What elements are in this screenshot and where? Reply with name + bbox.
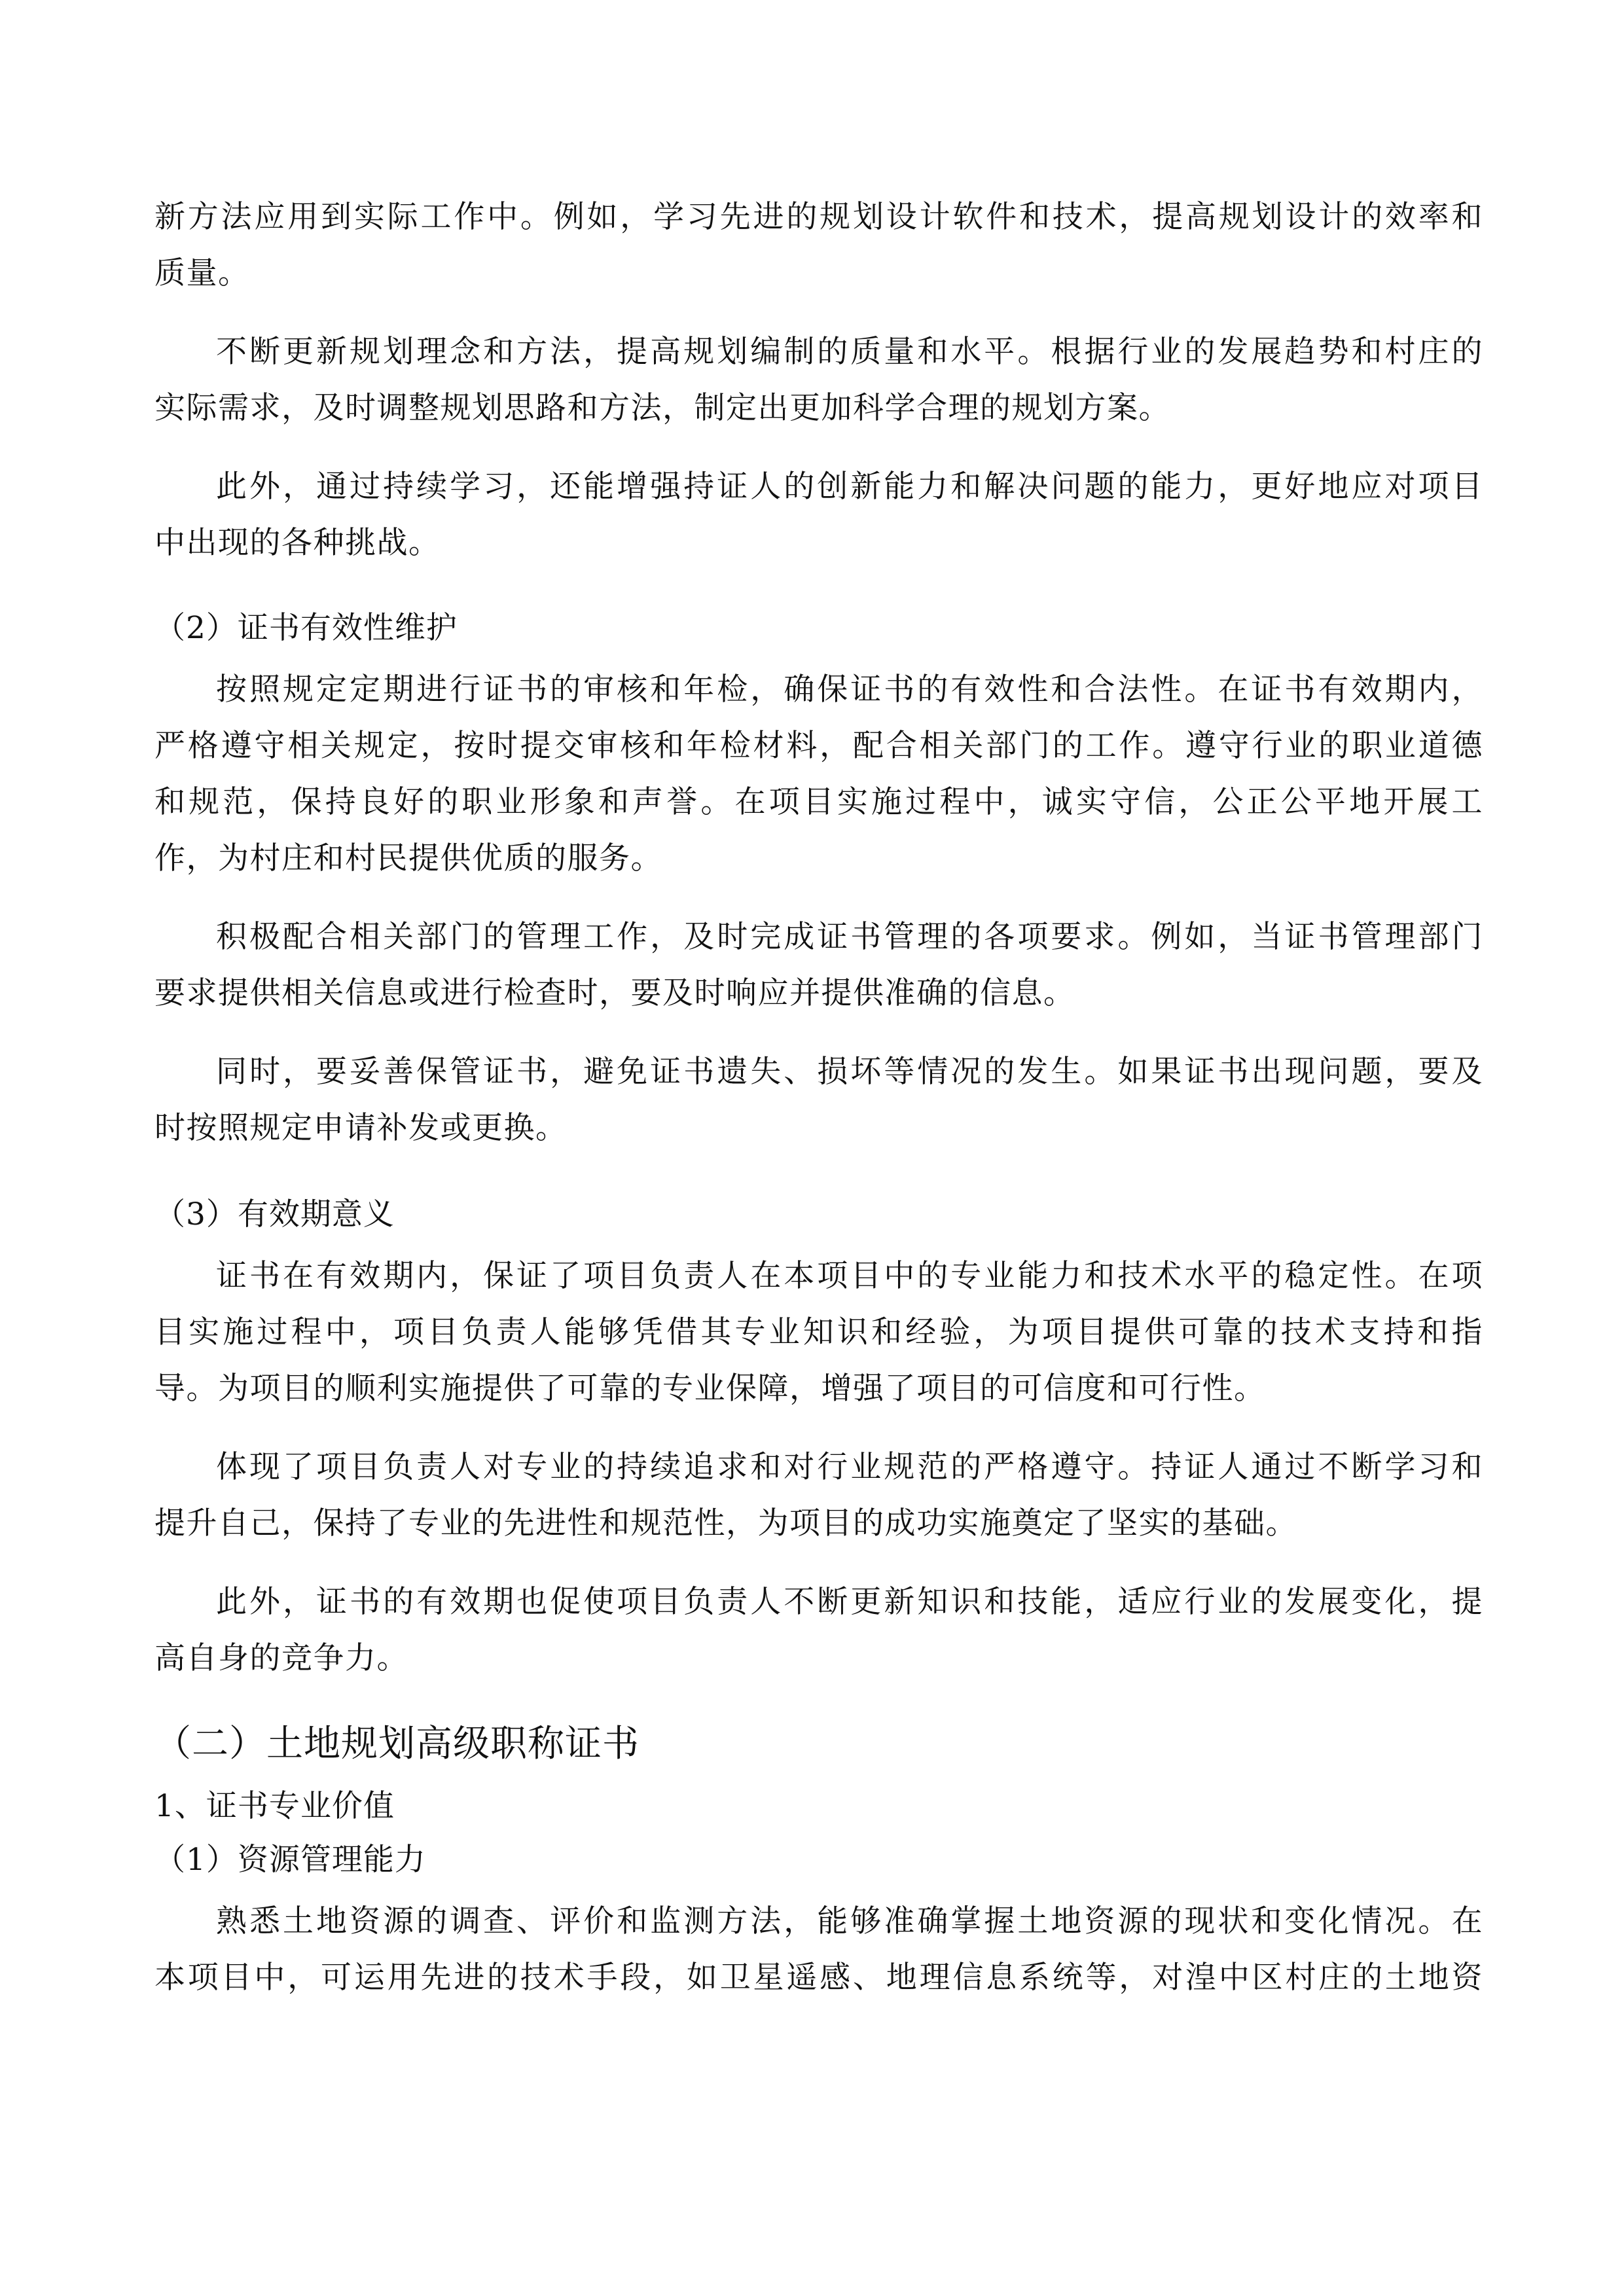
paragraph-line: 证书在有效期内，保证了项目负责人在本项目中的专业能力和技术水平的稳定性。在项 bbox=[216, 1258, 1483, 1294]
paragraph-line: 此外，通过持续学习，还能增强持证人的创新能力和解决问题的能力，更好地应对项目 bbox=[216, 469, 1483, 505]
paragraph-line: 质量。 bbox=[154, 255, 250, 291]
paragraph-line: 和规范，保持良好的职业形象和声誉。在项目实施过程中，诚实守信，公正公平地开展工 bbox=[154, 784, 1483, 820]
section-title: （二）土地规划高级职称证书 bbox=[154, 1723, 640, 1765]
paragraph-line: 高自身的竞争力。 bbox=[154, 1640, 408, 1676]
paragraph-line: 作，为村庄和村民提供优质的服务。 bbox=[154, 840, 662, 876]
paragraph-line: 同时，要妥善保管证书，避免证书遗失、损坏等情况的发生。如果证书出现问题，要及 bbox=[216, 1054, 1483, 1090]
paragraph-line: 导。为项目的顺利实施提供了可靠的专业保障，增强了项目的可信度和可行性。 bbox=[154, 1371, 1266, 1407]
paragraph-line: 体现了项目负责人对专业的持续追求和对行业规范的严格遵守。持证人通过不断学习和 bbox=[216, 1449, 1483, 1485]
paragraph-line: 本项目中，可运用先进的技术手段，如卫星遥感、地理信息系统等，对湟中区村庄的土地资 bbox=[154, 1960, 1483, 1996]
paragraph-line: 要求提供相关信息或进行检查时，要及时响应并提供准确的信息。 bbox=[154, 975, 1075, 1011]
paragraph-line: 提升自己，保持了专业的先进性和规范性，为项目的成功实施奠定了坚实的基础。 bbox=[154, 1505, 1297, 1541]
paragraph-line: 积极配合相关部门的管理工作，及时完成证书管理的各项要求。例如，当证书管理部门 bbox=[216, 919, 1483, 955]
paragraph-line: 不断更新规划理念和方法，提高规划编制的质量和水平。根据行业的发展趋势和村庄的 bbox=[216, 334, 1483, 370]
subsection-title: 1、证书专业价值 bbox=[154, 1788, 395, 1824]
paragraph-heading: （3）有效期意义 bbox=[154, 1196, 395, 1232]
paragraph-line: 新方法应用到实际工作中。例如，学习先进的规划设计软件和技术，提高规划设计的效率和 bbox=[154, 199, 1483, 235]
paragraph-heading: （1）资源管理能力 bbox=[154, 1842, 426, 1878]
paragraph-line: 目实施过程中，项目负责人能够凭借其专业知识和经验，为项目提供可靠的技术支持和指 bbox=[154, 1314, 1483, 1350]
paragraph-heading: （2）证书有效性维护 bbox=[154, 610, 458, 646]
paragraph-line: 时按照规定申请补发或更换。 bbox=[154, 1110, 568, 1146]
paragraph-line: 严格遵守相关规定，按时提交审核和年检材料，配合相关部门的工作。遵守行业的职业道德 bbox=[154, 728, 1483, 764]
paragraph-line: 中出现的各种挑战。 bbox=[154, 525, 441, 561]
paragraph-line: 实际需求，及时调整规划思路和方法，制定出更加科学合理的规划方案。 bbox=[154, 390, 1170, 426]
paragraph-line: 此外，证书的有效期也促使项目负责人不断更新知识和技能，适应行业的发展变化，提 bbox=[216, 1584, 1483, 1620]
paragraph-line: 熟悉土地资源的调查、评价和监测方法，能够准确掌握土地资源的现状和变化情况。在 bbox=[216, 1903, 1483, 1939]
paragraph-line: 按照规定定期进行证书的审核和年检，确保证书的有效性和合法性。在证书有效期内， bbox=[216, 672, 1483, 708]
